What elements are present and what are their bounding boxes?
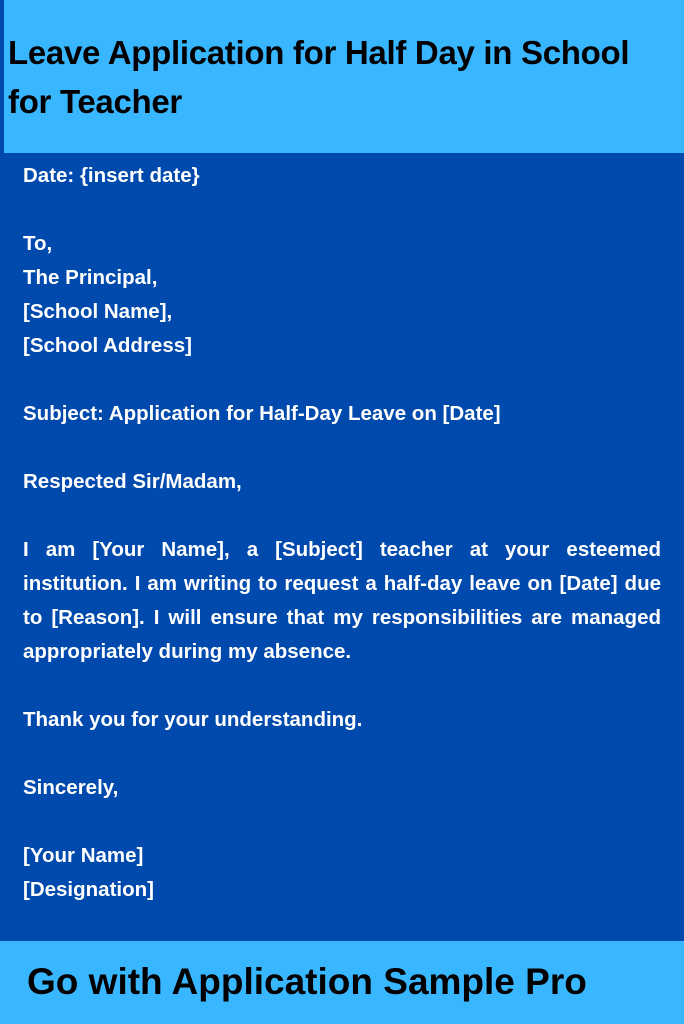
letter-to: To, — [23, 232, 53, 255]
page-title: Leave Application for Half Day in School for Teacher — [8, 34, 630, 120]
recipient-school-name: [School Name], — [23, 300, 173, 323]
letter-date: Date: {insert date} — [23, 164, 200, 187]
letter-subject: Subject: Application for Half-Day Leave on [Date] — [23, 402, 501, 425]
spacer — [23, 805, 661, 839]
spacer — [23, 737, 661, 771]
spacer — [23, 363, 661, 397]
spacer — [23, 499, 661, 533]
letter-thanks: Thank you for your understanding. — [23, 708, 363, 731]
spacer — [23, 193, 661, 227]
footer-banner — [0, 941, 684, 1024]
footer-brand-text: Go with Application Sample Pro — [27, 961, 587, 1002]
letter-closing: Sincerely, — [23, 776, 119, 799]
header-banner — [0, 0, 684, 153]
signature-designation: [Designation] — [23, 878, 154, 901]
signature-name: [Your Name] — [23, 844, 144, 867]
letter-salutation: Respected Sir/Madam, — [23, 470, 242, 493]
recipient-school-address: [School Address] — [23, 334, 192, 357]
recipient-principal: The Principal, — [23, 266, 158, 289]
letter-body — [23, 159, 661, 907]
letter-body-paragraph: I am [Your Name], a [Subject] teacher at your esteemed institution. I am writing to request a half-day leave on [Date] due to [Reason]. I will ensure that my responsibilities are managed appropriately during my absence. — [23, 538, 661, 663]
spacer — [23, 431, 661, 465]
spacer — [23, 669, 661, 703]
